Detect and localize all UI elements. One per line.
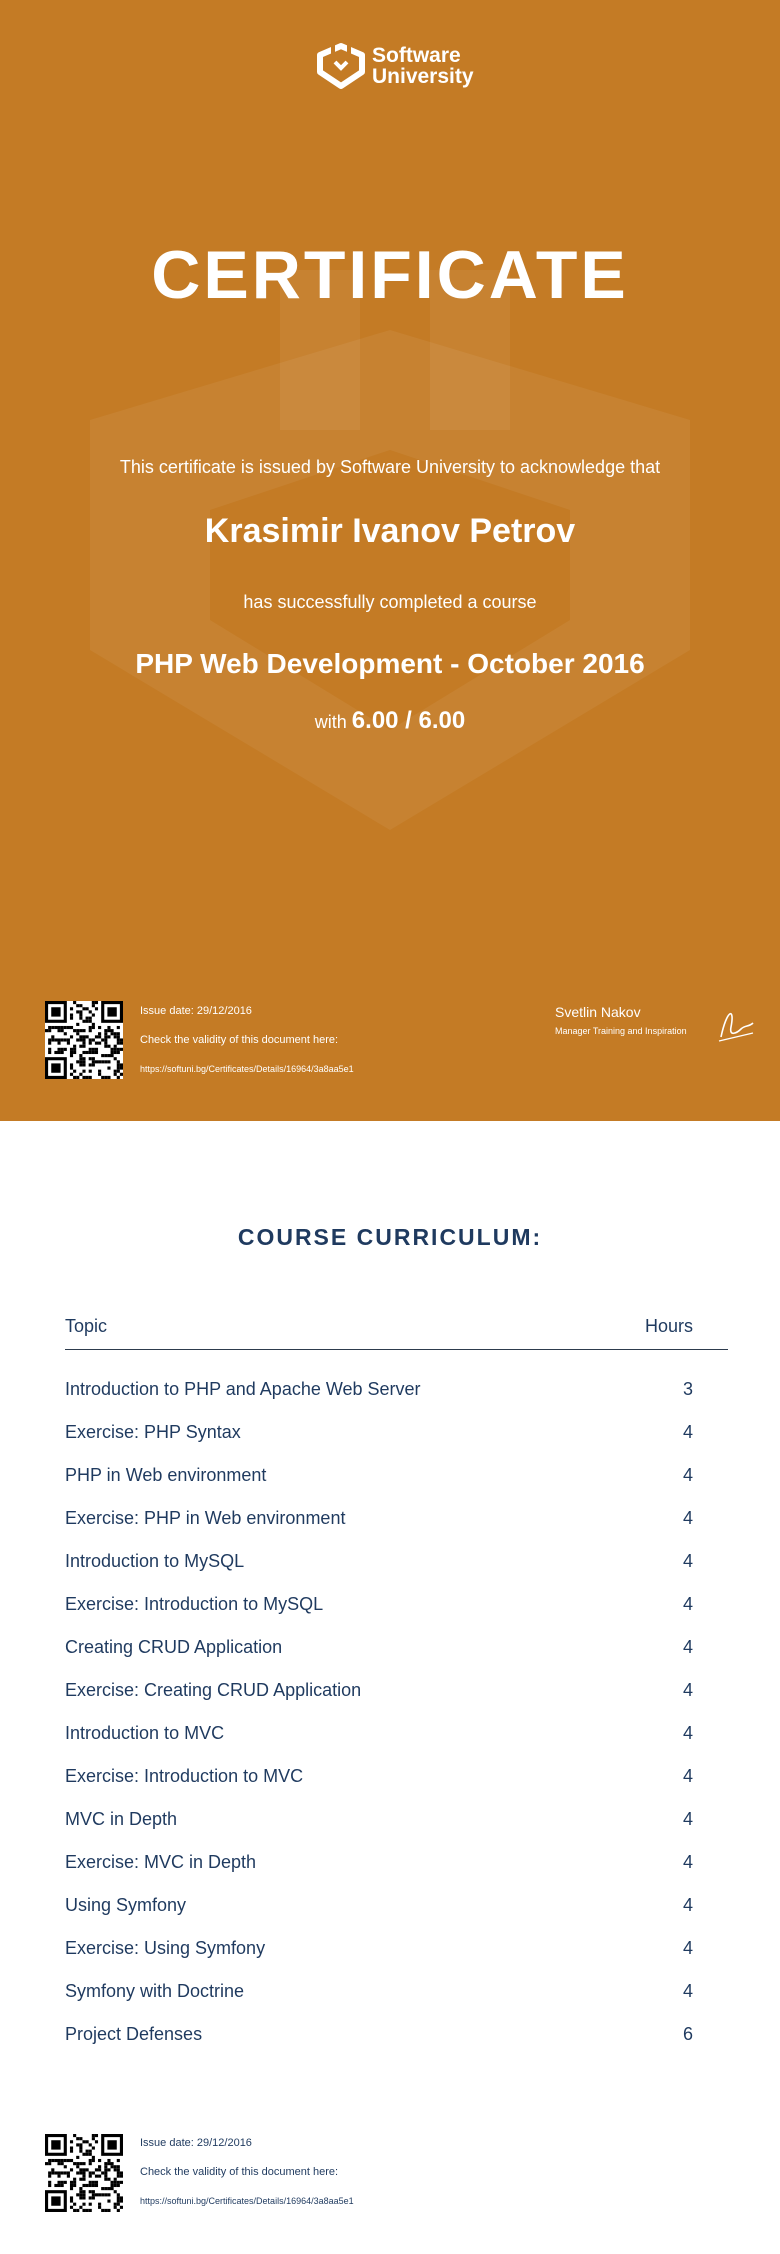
signer-block	[555, 1004, 687, 1036]
table-row	[65, 1626, 728, 1669]
topic-cell: Exercise: PHP in Web environment	[65, 1508, 346, 1528]
logo-text-line2: University	[372, 65, 474, 88]
signer-role: Manager Training and Inspiration	[555, 1026, 687, 1036]
qr-code-icon[interactable]	[45, 1001, 123, 1079]
topic-cell: Project Defenses	[65, 2024, 203, 2044]
table-row	[65, 1454, 728, 1497]
softuni-logo	[316, 42, 474, 90]
hours-cell: 4	[682, 1938, 693, 1958]
topic-cell: Exercise: PHP Syntax	[65, 1422, 241, 1442]
validity-check-text: Check the validity of this document here:	[140, 2166, 339, 2178]
table-row	[65, 1927, 728, 1970]
topic-cell: PHP in Web environment	[65, 1465, 267, 1485]
hours-cell: 4	[682, 1766, 693, 1786]
topic-cell: Introduction to MVC	[65, 1723, 225, 1743]
hours-cell: 4	[682, 1422, 693, 1442]
table-row	[65, 1669, 728, 1712]
table-row	[65, 1884, 728, 1927]
topic-cell: Symfony with Doctrine	[65, 1981, 245, 2001]
table-row	[65, 1411, 728, 1454]
hours-cell: 4	[682, 1551, 693, 1571]
grade-value: 6.00 / 6.00	[351, 707, 466, 734]
signature-icon	[715, 1003, 757, 1045]
curriculum-table	[65, 1312, 728, 2056]
topic-cell: Exercise: MVC in Depth	[65, 1852, 257, 1872]
validity-link[interactable]: https://softuni.bg/Certificates/Details/16964/3a8aa5e1	[140, 1064, 354, 1074]
hours-cell: 4	[682, 1680, 693, 1700]
watermark-logo-icon	[40, 270, 740, 870]
table-row	[65, 1755, 728, 1798]
table-row	[65, 1583, 728, 1626]
validity-info-bottom	[140, 2136, 354, 2223]
hours-cell: 4	[682, 1508, 693, 1528]
certificate-page	[0, 0, 780, 1121]
validity-info	[140, 1004, 354, 1091]
table-row	[65, 1497, 728, 1540]
table-header	[65, 1312, 728, 1350]
table-row	[65, 1841, 728, 1884]
topic-cell: Introduction to PHP and Apache Web Server	[65, 1379, 421, 1399]
completion-text: has successfully completed a course	[243, 592, 537, 612]
hours-cell: 4	[682, 1809, 693, 1829]
curriculum-rows	[65, 1368, 728, 2056]
hours-cell: 4	[682, 1981, 693, 2001]
topic-cell: MVC in Depth	[65, 1809, 178, 1829]
grade-line	[0, 707, 780, 735]
topic-cell: Exercise: Creating CRUD Application	[65, 1680, 362, 1700]
table-row	[65, 2013, 728, 2056]
issue-date: Issue date: 29/12/2016	[140, 2137, 252, 2149]
topic-cell: Using Symfony	[65, 1895, 187, 1915]
softuni-logo-icon	[316, 42, 366, 90]
hours-cell: 4	[682, 1723, 693, 1743]
validity-link[interactable]: https://softuni.bg/Certificates/Details/16964/3a8aa5e1	[140, 2196, 354, 2206]
signer-name: Svetlin Nakov	[555, 1004, 641, 1020]
logo-text-line1: Software	[372, 44, 461, 67]
validity-check-text: Check the validity of this document here:	[140, 1034, 339, 1046]
student-name: Krasimir Ivanov Petrov	[204, 512, 576, 550]
hours-cell: 6	[682, 2024, 693, 2044]
topic-column-header: Topic	[65, 1316, 108, 1336]
hours-column-header: Hours	[644, 1316, 693, 1336]
course-name: PHP Web Development - October 2016	[135, 648, 645, 679]
hours-cell: 3	[682, 1379, 693, 1399]
topic-cell: Exercise: Using Symfony	[65, 1938, 266, 1958]
grade-prefix: with	[314, 712, 347, 732]
certificate-intro: This certificate is issued by Software University to acknowledge that	[119, 457, 661, 477]
table-row	[65, 1798, 728, 1841]
topic-cell: Exercise: Introduction to MySQL	[65, 1594, 324, 1614]
hours-cell: 4	[682, 1852, 693, 1872]
table-row	[65, 1368, 728, 1411]
hours-cell: 4	[682, 1637, 693, 1657]
table-row	[65, 1540, 728, 1583]
qr-code-icon[interactable]	[45, 2134, 123, 2212]
table-row	[65, 1970, 728, 2013]
hours-cell: 4	[682, 1594, 693, 1614]
curriculum-title: COURSE CURRICULUM:	[237, 1224, 543, 1250]
hours-cell: 4	[682, 1895, 693, 1915]
certificate-title: CERTIFICATE	[151, 237, 629, 313]
topic-cell: Exercise: Introduction to MVC	[65, 1766, 304, 1786]
topic-cell: Creating CRUD Application	[65, 1637, 283, 1657]
hours-cell: 4	[682, 1465, 693, 1485]
issue-date: Issue date: 29/12/2016	[140, 1005, 252, 1017]
topic-cell: Introduction to MySQL	[65, 1551, 245, 1571]
table-row	[65, 1712, 728, 1755]
